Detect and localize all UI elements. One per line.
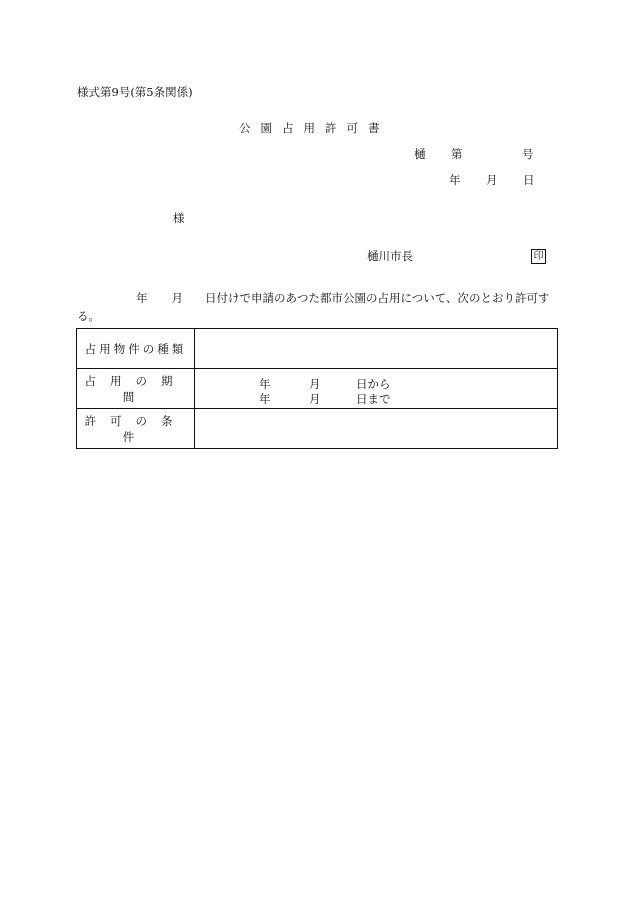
period-from-year: 年 bbox=[259, 377, 271, 391]
statement-text: 日付けで申請のあつた都市公園の占用について、次のとおり許可する。 bbox=[77, 291, 550, 323]
issuer-number-prefix: 樋 bbox=[414, 147, 426, 161]
row-value-period[interactable] bbox=[195, 369, 558, 409]
issuer-name: 樋川市長 bbox=[367, 249, 413, 263]
permit-details-table bbox=[76, 328, 558, 449]
permit-statement bbox=[77, 289, 559, 325]
row-value-item-type[interactable] bbox=[195, 329, 558, 369]
addressee-honorific: 様 bbox=[173, 211, 185, 225]
table-row bbox=[77, 409, 558, 449]
statement-month: 月 bbox=[171, 291, 183, 305]
row-value-conditions[interactable] bbox=[195, 409, 558, 449]
statement-year: 年 bbox=[136, 291, 148, 305]
document-title: 公園占用許可書 bbox=[239, 121, 390, 135]
issue-date-year: 年 bbox=[449, 173, 461, 187]
issue-date-day: 日 bbox=[523, 173, 535, 187]
row-label-period: 占用の期間 bbox=[77, 369, 195, 409]
period-to-year: 年 bbox=[259, 392, 271, 406]
issuer-number-dai: 第 bbox=[451, 147, 463, 161]
period-from-day: 日から bbox=[356, 377, 391, 391]
period-from-month: 月 bbox=[309, 377, 321, 391]
row-label-item-type: 占用物件の種類 bbox=[77, 329, 195, 369]
row-label-conditions: 許可の条件 bbox=[77, 409, 195, 449]
form-number: 様式第9号(第5条関係) bbox=[77, 85, 193, 99]
issue-date-month: 月 bbox=[486, 173, 498, 187]
seal-mark: 印 bbox=[531, 249, 546, 264]
period-to-day: 日まで bbox=[356, 392, 391, 406]
issuer-number-go: 号 bbox=[522, 147, 534, 161]
table-row bbox=[77, 369, 558, 409]
period-to-month: 月 bbox=[309, 392, 321, 406]
table-row bbox=[77, 329, 558, 369]
